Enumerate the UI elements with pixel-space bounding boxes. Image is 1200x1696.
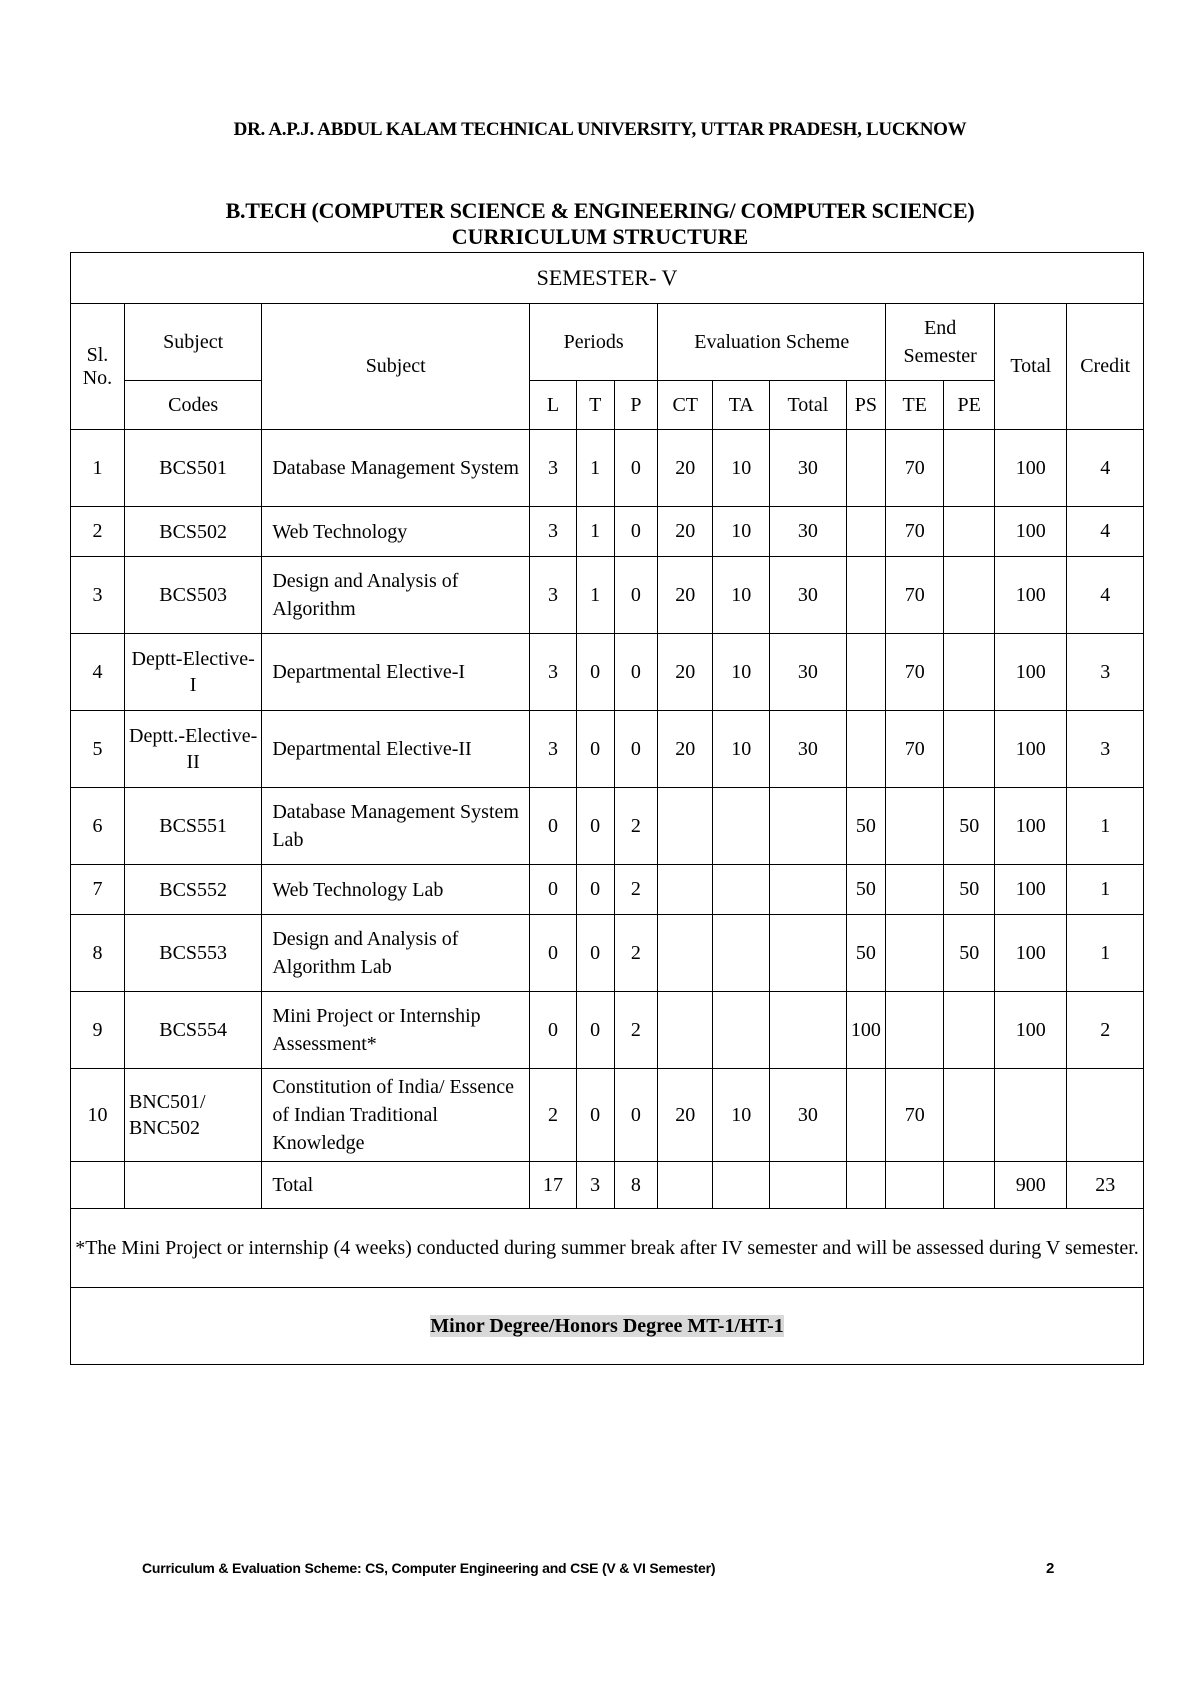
totals-blank bbox=[658, 1162, 713, 1209]
table-row bbox=[71, 430, 1144, 507]
mini-project-note: *The Mini Project or internship (4 weeks) conducted during summer break after IV semester and will be assessed during V semester. bbox=[71, 1209, 1144, 1288]
pe-cell bbox=[944, 992, 995, 1069]
totals-grand: 900 bbox=[995, 1162, 1067, 1209]
ps-cell bbox=[846, 1069, 886, 1162]
totals-blank bbox=[124, 1162, 261, 1209]
sl-no-cell: 2 bbox=[71, 507, 125, 557]
total-marks-cell: 100 bbox=[995, 430, 1067, 507]
ps-header: PS bbox=[846, 381, 886, 430]
eval-total-cell: 30 bbox=[770, 1069, 846, 1162]
ps-cell bbox=[846, 430, 886, 507]
eval-total-cell bbox=[770, 865, 846, 915]
credit-cell: 2 bbox=[1067, 992, 1144, 1069]
pe-cell bbox=[944, 557, 995, 634]
table-row bbox=[71, 634, 1144, 711]
sl-no-cell: 7 bbox=[71, 865, 125, 915]
subject-name-cell: Departmental Elective-I bbox=[262, 634, 530, 711]
curriculum-table bbox=[70, 252, 1144, 1365]
total-marks-cell: 100 bbox=[995, 507, 1067, 557]
subject-name-cell: Mini Project or Internship Assessment* bbox=[262, 992, 530, 1069]
ct-cell: 20 bbox=[658, 711, 713, 788]
total-marks-cell: 100 bbox=[995, 915, 1067, 992]
footer-text: Curriculum & Evaluation Scheme: CS, Computer Engineering and CSE (V & VI Semester) bbox=[142, 1560, 716, 1576]
pe-cell bbox=[944, 430, 995, 507]
ta-cell: 10 bbox=[713, 430, 770, 507]
ps-cell bbox=[846, 711, 886, 788]
l-cell: 0 bbox=[530, 788, 577, 865]
pe-cell: 50 bbox=[944, 865, 995, 915]
te-cell bbox=[886, 788, 944, 865]
ct-cell: 20 bbox=[658, 1069, 713, 1162]
eval-total-cell: 30 bbox=[770, 430, 846, 507]
minor-degree-cell bbox=[71, 1288, 1144, 1365]
p-cell: 0 bbox=[614, 430, 658, 507]
pe-cell bbox=[944, 634, 995, 711]
totals-blank bbox=[713, 1162, 770, 1209]
totals-p: 8 bbox=[614, 1162, 658, 1209]
l-cell: 3 bbox=[530, 430, 577, 507]
table-row bbox=[71, 507, 1144, 557]
subject-name-cell: Web Technology bbox=[262, 507, 530, 557]
t-header: T bbox=[576, 381, 614, 430]
totals-t: 3 bbox=[576, 1162, 614, 1209]
totals-label: Total bbox=[262, 1162, 530, 1209]
subject-code-header: Subject bbox=[124, 304, 261, 381]
pe-cell: 50 bbox=[944, 788, 995, 865]
pe-cell bbox=[944, 711, 995, 788]
eval-total-header: Total bbox=[770, 381, 846, 430]
credit-header: Credit bbox=[1067, 304, 1144, 430]
ta-cell: 10 bbox=[713, 557, 770, 634]
curriculum-title: CURRICULUM STRUCTURE bbox=[451, 224, 749, 249]
table-row bbox=[71, 788, 1144, 865]
sl-no-header: Sl. No. bbox=[71, 304, 125, 430]
sl-no-cell: 1 bbox=[71, 430, 125, 507]
subject-name-cell: Design and Analysis of Algorithm Lab bbox=[262, 915, 530, 992]
credit-cell: 1 bbox=[1067, 788, 1144, 865]
subject-name-cell: Database Management System bbox=[262, 430, 530, 507]
totals-l: 17 bbox=[530, 1162, 577, 1209]
sl-no-cell: 5 bbox=[71, 711, 125, 788]
t-cell: 0 bbox=[576, 788, 614, 865]
ps-cell: 50 bbox=[846, 788, 886, 865]
total-marks-cell: 100 bbox=[995, 557, 1067, 634]
page-number: 2 bbox=[1046, 1560, 1055, 1577]
l-cell: 3 bbox=[530, 634, 577, 711]
l-cell: 3 bbox=[530, 711, 577, 788]
table-row bbox=[71, 711, 1144, 788]
total-marks-cell bbox=[995, 1069, 1067, 1162]
subject-name-cell: Web Technology Lab bbox=[262, 865, 530, 915]
te-cell bbox=[886, 865, 944, 915]
ta-cell: 10 bbox=[713, 711, 770, 788]
t-cell: 0 bbox=[576, 711, 614, 788]
semester-heading: SEMESTER- V bbox=[71, 253, 1144, 304]
subject-name-cell: Database Management System Lab bbox=[262, 788, 530, 865]
ps-cell: 50 bbox=[846, 865, 886, 915]
table-row bbox=[71, 557, 1144, 634]
credit-cell: 4 bbox=[1067, 557, 1144, 634]
sl-no-cell: 8 bbox=[71, 915, 125, 992]
p-cell: 0 bbox=[614, 711, 658, 788]
table-row bbox=[71, 992, 1144, 1069]
total-header: Total bbox=[995, 304, 1067, 430]
credit-cell bbox=[1067, 1069, 1144, 1162]
te-cell: 70 bbox=[886, 634, 944, 711]
ct-cell bbox=[658, 865, 713, 915]
end-semester-header: End Semester bbox=[886, 304, 995, 381]
totals-blank bbox=[944, 1162, 995, 1209]
totals-blank bbox=[71, 1162, 125, 1209]
ta-cell bbox=[713, 865, 770, 915]
t-cell: 1 bbox=[576, 507, 614, 557]
subject-header: Subject bbox=[262, 304, 530, 430]
t-cell: 0 bbox=[576, 915, 614, 992]
te-cell bbox=[886, 915, 944, 992]
p-cell: 2 bbox=[614, 915, 658, 992]
subject-code-cell: BCS554 bbox=[124, 992, 261, 1069]
ta-cell bbox=[713, 992, 770, 1069]
totals-blank bbox=[886, 1162, 944, 1209]
p-cell: 2 bbox=[614, 865, 658, 915]
subject-code-cell: BCS552 bbox=[124, 865, 261, 915]
subject-code-cell: Deptt.-Elective-II bbox=[124, 711, 261, 788]
t-cell: 0 bbox=[576, 992, 614, 1069]
l-cell: 3 bbox=[530, 507, 577, 557]
ct-cell: 20 bbox=[658, 430, 713, 507]
totals-row bbox=[71, 1162, 1144, 1209]
pe-cell bbox=[944, 507, 995, 557]
totals-credit: 23 bbox=[1067, 1162, 1144, 1209]
l-cell: 2 bbox=[530, 1069, 577, 1162]
credit-cell: 1 bbox=[1067, 865, 1144, 915]
ta-cell: 10 bbox=[713, 507, 770, 557]
subject-code-cell: BNC501/ BNC502 bbox=[124, 1069, 261, 1162]
total-marks-cell: 100 bbox=[995, 865, 1067, 915]
periods-header: Periods bbox=[530, 304, 658, 381]
t-cell: 0 bbox=[576, 865, 614, 915]
ps-cell bbox=[846, 507, 886, 557]
subject-code-cell: BCS553 bbox=[124, 915, 261, 992]
ct-header: CT bbox=[658, 381, 713, 430]
ta-header: TA bbox=[713, 381, 770, 430]
subject-code-cell: BCS503 bbox=[124, 557, 261, 634]
p-header: P bbox=[614, 381, 658, 430]
l-cell: 0 bbox=[530, 992, 577, 1069]
sl-no-cell: 10 bbox=[71, 1069, 125, 1162]
l-cell: 0 bbox=[530, 915, 577, 992]
sl-no-cell: 6 bbox=[71, 788, 125, 865]
sl-no-cell: 4 bbox=[71, 634, 125, 711]
sl-no-cell: 3 bbox=[71, 557, 125, 634]
credit-cell: 3 bbox=[1067, 711, 1144, 788]
t-cell: 0 bbox=[576, 634, 614, 711]
eval-total-cell bbox=[770, 788, 846, 865]
subject-code-cell: BCS551 bbox=[124, 788, 261, 865]
totals-blank bbox=[846, 1162, 886, 1209]
total-marks-cell: 100 bbox=[995, 992, 1067, 1069]
te-cell: 70 bbox=[886, 711, 944, 788]
eval-total-cell bbox=[770, 992, 846, 1069]
credit-cell: 4 bbox=[1067, 430, 1144, 507]
ps-cell: 100 bbox=[846, 992, 886, 1069]
ps-cell bbox=[846, 557, 886, 634]
total-marks-cell: 100 bbox=[995, 788, 1067, 865]
university-name: DR. A.P.J. ABDUL KALAM TECHNICAL UNIVERSITY, UTTAR PRADESH, LUCKNOW bbox=[233, 119, 967, 140]
eval-total-cell: 30 bbox=[770, 711, 846, 788]
total-marks-cell: 100 bbox=[995, 711, 1067, 788]
te-cell: 70 bbox=[886, 1069, 944, 1162]
eval-total-cell: 30 bbox=[770, 634, 846, 711]
eval-total-cell bbox=[770, 915, 846, 992]
subject-code-cell: BCS502 bbox=[124, 507, 261, 557]
sl-no-cell: 9 bbox=[71, 992, 125, 1069]
l-cell: 3 bbox=[530, 557, 577, 634]
ct-cell bbox=[658, 915, 713, 992]
t-cell: 1 bbox=[576, 557, 614, 634]
subject-name-cell: Constitution of India/ Essence of Indian Traditional Knowledge bbox=[262, 1069, 530, 1162]
evaluation-header: Evaluation Scheme bbox=[658, 304, 886, 381]
p-cell: 2 bbox=[614, 788, 658, 865]
eval-total-cell: 30 bbox=[770, 557, 846, 634]
program-title: B.TECH (COMPUTER SCIENCE & ENGINEERING/ COMPUTER SCIENCE) bbox=[225, 198, 975, 223]
credit-cell: 3 bbox=[1067, 634, 1144, 711]
l-cell: 0 bbox=[530, 865, 577, 915]
ta-cell: 10 bbox=[713, 1069, 770, 1162]
te-header: TE bbox=[886, 381, 944, 430]
te-cell: 70 bbox=[886, 557, 944, 634]
p-cell: 0 bbox=[614, 507, 658, 557]
eval-total-cell: 30 bbox=[770, 507, 846, 557]
table-row bbox=[71, 1069, 1144, 1162]
p-cell: 0 bbox=[614, 634, 658, 711]
ta-cell bbox=[713, 788, 770, 865]
t-cell: 1 bbox=[576, 430, 614, 507]
ta-cell bbox=[713, 915, 770, 992]
ps-cell: 50 bbox=[846, 915, 886, 992]
ct-cell: 20 bbox=[658, 507, 713, 557]
totals-blank bbox=[770, 1162, 846, 1209]
pe-cell bbox=[944, 1069, 995, 1162]
ct-cell: 20 bbox=[658, 557, 713, 634]
subject-name-cell: Departmental Elective-II bbox=[262, 711, 530, 788]
p-cell: 2 bbox=[614, 992, 658, 1069]
te-cell: 70 bbox=[886, 430, 944, 507]
pe-header: PE bbox=[944, 381, 995, 430]
pe-cell: 50 bbox=[944, 915, 995, 992]
te-cell bbox=[886, 992, 944, 1069]
credit-cell: 4 bbox=[1067, 507, 1144, 557]
p-cell: 0 bbox=[614, 557, 658, 634]
subject-code-cell: BCS501 bbox=[124, 430, 261, 507]
table-row bbox=[71, 915, 1144, 992]
ct-cell: 20 bbox=[658, 634, 713, 711]
credit-cell: 1 bbox=[1067, 915, 1144, 992]
minor-degree-label: Minor Degree/Honors Degree MT-1/HT-1 bbox=[430, 1314, 784, 1337]
subject-code-cell: Deptt-Elective-I bbox=[124, 634, 261, 711]
subject-name-cell: Design and Analysis of Algorithm bbox=[262, 557, 530, 634]
te-cell: 70 bbox=[886, 507, 944, 557]
total-marks-cell: 100 bbox=[995, 634, 1067, 711]
ct-cell bbox=[658, 788, 713, 865]
t-cell: 0 bbox=[576, 1069, 614, 1162]
table-row bbox=[71, 865, 1144, 915]
ps-cell bbox=[846, 634, 886, 711]
ta-cell: 10 bbox=[713, 634, 770, 711]
l-header: L bbox=[530, 381, 577, 430]
ct-cell bbox=[658, 992, 713, 1069]
codes-header: Codes bbox=[124, 381, 261, 430]
p-cell: 0 bbox=[614, 1069, 658, 1162]
